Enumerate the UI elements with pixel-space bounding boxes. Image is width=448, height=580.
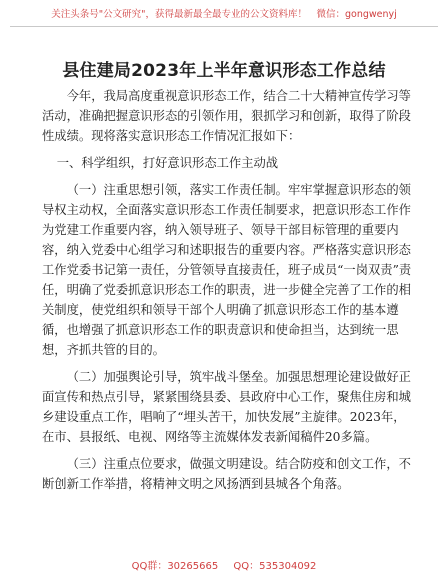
paragraph-item-3: （三）注重点位要求，做强文明建设。结合防疫和创文工作，不断创新工作举措，将精神文明之风扬洒到县城各个角落。	[42, 457, 411, 491]
paragraph-item-2: （二）加强舆论引导，筑牢战斗堡垒。加强思想理论建设做好正面宣传和热点引导，紧紧围绕县委、县政府中心工作，聚焦住房和城乡建设重点工作，唱响了“埋头苦干，加快发展”主旋律。2023年，在市、县报纸、电视、网络等主流媒体发表新闻稿件20多篇。	[42, 370, 411, 444]
contact-footer	[0, 557, 448, 572]
qq-text: QQ：535304092	[233, 561, 317, 572]
qq-group-text: QQ群：30265665	[131, 561, 219, 572]
document-body	[42, 86, 414, 501]
intro-paragraph: 今年，我局高度重视意识形态工作，结合二十大精神宣传学习等活动，准确把握意识形态的引领作用，狠抓学习和创新，取得了阶段性成绩。现将落实意识形态工作情况汇报如下：	[42, 89, 411, 143]
paragraph-item-1: （一）注重思想引领，落实工作责任制。牢牢掌握意识形态的领导权主动权，全面落实意识形态工作责任制要求，把意识形态工作作为党建工作重要内容，纳入领导班子、领导干部目标管理的重要内容，纳入党委中心组学习和述职报告的重要内容。严格落实意识形态工作党委书记第一责任，分管领导直接责任，班子成员“一岗双责”责任，明确了党委抓意识形态工作的职责，进一步健全完善了工作的相关制度，使党组织和领导干部个人明确了抓意识形态工作的基本遵循，也增强了抓意识形态工作的职责意识和使命担当，达到统一思想，齐抓共管的目的。	[42, 183, 412, 357]
promo-header: 关注头条号"公文研究"，获得最新最全最专业的公文资料库！ 微信：gongwenyj	[51, 9, 397, 20]
section-heading: 一、科学组织，打好意识形态工作主动战	[56, 156, 279, 170]
document-title: 县住建局2023年上半年意识形态工作总结	[62, 61, 386, 81]
header-divider	[10, 26, 438, 27]
